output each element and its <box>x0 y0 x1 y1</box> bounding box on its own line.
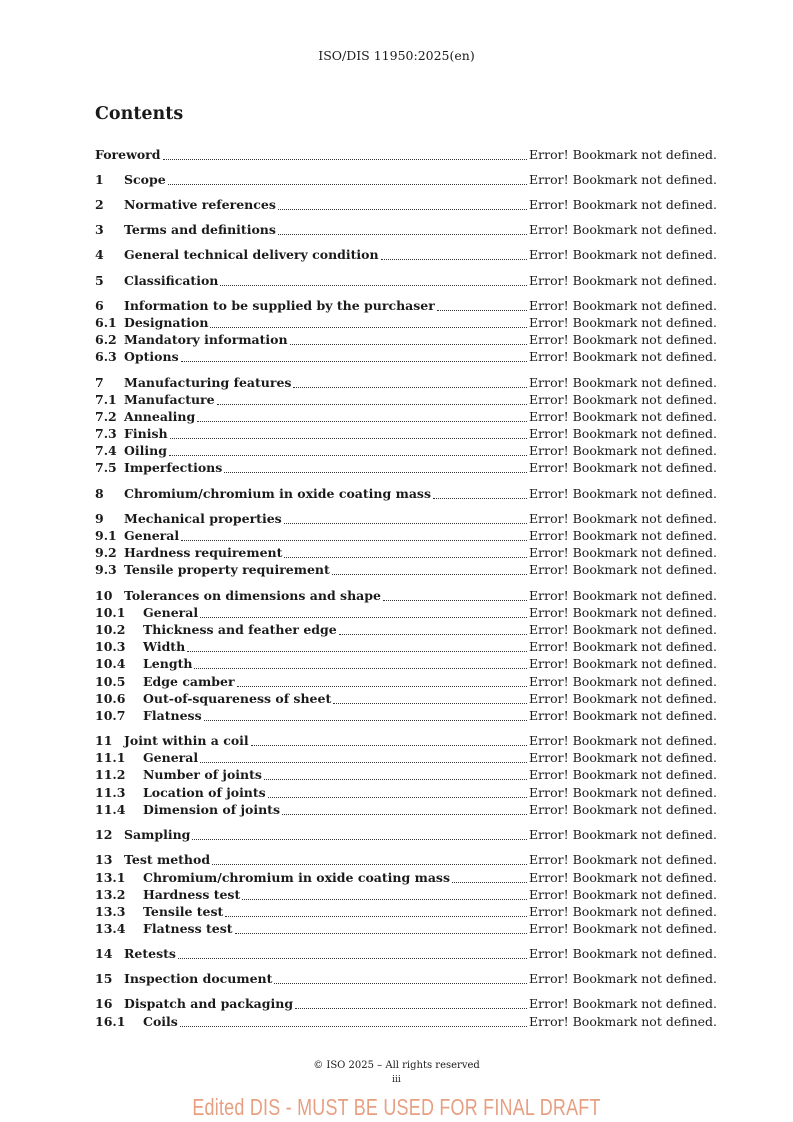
toc-entry[interactable] <box>95 622 717 639</box>
dot-leader <box>242 898 527 900</box>
toc-entry[interactable] <box>95 426 717 443</box>
toc-entry-title: Retests <box>124 946 176 961</box>
toc-entry-number: 6.2 <box>95 332 117 347</box>
toc-entry-number: 9.1 <box>95 528 117 543</box>
dot-leader <box>332 573 527 575</box>
toc-entry-number: 10.4 <box>95 656 126 671</box>
toc-entry-number: 13.2 <box>95 887 126 902</box>
dot-leader <box>264 778 527 780</box>
toc-entry[interactable] <box>95 605 717 622</box>
toc-entry-number: 9.3 <box>95 562 117 577</box>
toc-entry-page: Error! Bookmark not defined. <box>529 674 717 689</box>
toc-entry-page: Error! Bookmark not defined. <box>529 315 717 330</box>
toc-entry-number: 4 <box>95 247 104 262</box>
dot-leader <box>180 1025 527 1027</box>
toc-entry-page: Error! Bookmark not defined. <box>529 708 717 723</box>
toc-entry-title: Out-of-squareness of sheet <box>143 691 332 706</box>
toc-entry-number: 14 <box>95 946 113 961</box>
dot-leader <box>197 420 527 422</box>
toc-entry[interactable] <box>95 852 717 869</box>
toc-entry-page: Error! Bookmark not defined. <box>529 946 717 961</box>
toc-entry-page: Error! Bookmark not defined. <box>529 349 717 364</box>
dot-leader <box>333 702 527 704</box>
dot-leader <box>437 309 527 311</box>
toc-entry-page: Error! Bookmark not defined. <box>529 172 717 187</box>
dot-leader <box>278 233 527 235</box>
toc-entry-title: Normative references <box>124 197 276 212</box>
toc-entry-number: 7.2 <box>95 409 117 424</box>
toc-entry[interactable] <box>95 247 717 264</box>
draft-watermark: Edited DIS - MUST BE USED FOR FINAL DRAFT <box>192 1094 601 1120</box>
toc-entry-title: Chromium/chromium in oxide coating mass <box>124 486 432 501</box>
dot-leader <box>295 1007 527 1009</box>
toc-entry[interactable] <box>95 827 717 844</box>
toc-entry[interactable] <box>95 147 717 164</box>
toc-entry[interactable] <box>95 392 717 409</box>
toc-entry-title: Number of joints <box>143 767 262 782</box>
dot-leader <box>433 497 527 499</box>
toc-entry[interactable] <box>95 708 717 725</box>
toc-entry-title: Tensile test <box>143 904 224 919</box>
toc-entry-title: Foreword <box>95 147 161 162</box>
dot-leader <box>284 556 527 558</box>
toc-entry-title: Joint within a coil <box>124 733 249 748</box>
toc-entry-title: General <box>143 750 199 765</box>
toc-entry-title: Tolerances on dimensions and shape <box>124 588 381 603</box>
toc-entry-number: 10.1 <box>95 605 126 620</box>
toc-entry[interactable] <box>95 409 717 426</box>
toc-entry-title: Mandatory information <box>124 332 288 347</box>
toc-entry-number: 12 <box>95 827 113 842</box>
toc-entry[interactable] <box>95 802 717 819</box>
toc-entry-page: Error! Bookmark not defined. <box>529 802 717 817</box>
toc-entry-title: Hardness requirement <box>124 545 283 560</box>
toc-entry[interactable] <box>95 946 717 963</box>
toc-entry-title: Length <box>143 656 193 671</box>
toc-entry-page: Error! Bookmark not defined. <box>529 605 717 620</box>
toc-entry[interactable] <box>95 750 717 767</box>
toc-entry[interactable] <box>95 996 717 1013</box>
toc-entry[interactable] <box>95 639 717 656</box>
toc-entry-page: Error! Bookmark not defined. <box>529 460 717 475</box>
toc-entry-number: 13 <box>95 852 113 867</box>
toc-entry-number: 10.3 <box>95 639 126 654</box>
toc-entry-page: Error! Bookmark not defined. <box>529 409 717 424</box>
toc-entry[interactable] <box>95 1014 717 1031</box>
toc-entry[interactable] <box>95 172 717 189</box>
toc-entry-number: 1 <box>95 172 104 187</box>
toc-entry[interactable] <box>95 921 717 938</box>
dot-leader <box>212 863 527 865</box>
toc-entry-title: General technical delivery condition <box>124 247 379 262</box>
toc-entry[interactable] <box>95 588 717 605</box>
toc-entry[interactable] <box>95 273 717 290</box>
toc-entry-title: Inspection document <box>124 971 273 986</box>
toc-entry-title: Thickness and feather edge <box>143 622 337 637</box>
toc-entry-title: Coils <box>143 1014 178 1029</box>
dot-leader <box>217 403 527 405</box>
toc-entry[interactable] <box>95 315 717 332</box>
dot-leader <box>251 744 527 746</box>
toc-entry[interactable] <box>95 349 717 366</box>
toc-entry-page: Error! Bookmark not defined. <box>529 691 717 706</box>
toc-entry[interactable] <box>95 460 717 477</box>
toc-entry-page: Error! Bookmark not defined. <box>529 222 717 237</box>
toc-entry-page: Error! Bookmark not defined. <box>529 588 717 603</box>
dot-leader <box>163 158 528 160</box>
toc-entry-title: Information to be supplied by the purchaser <box>124 298 435 313</box>
document-header: ISO/DIS 11950:2025(en) <box>318 48 475 63</box>
toc-entry-page: Error! Bookmark not defined. <box>529 247 717 262</box>
toc-entry-number: 10 <box>95 588 113 603</box>
toc-entry-number: 16.1 <box>95 1014 126 1029</box>
toc-entry-title: Mechanical properties <box>124 511 282 526</box>
toc-entry-page: Error! Bookmark not defined. <box>529 273 717 288</box>
toc-entry[interactable] <box>95 656 717 673</box>
toc-entry-number: 10.5 <box>95 674 126 689</box>
toc-entry-page: Error! Bookmark not defined. <box>529 486 717 501</box>
toc-entry[interactable] <box>95 222 717 239</box>
toc-entry[interactable] <box>95 674 717 691</box>
toc-entry-title: Annealing <box>124 409 196 424</box>
toc-entry-number: 11 <box>95 733 113 748</box>
toc-entry[interactable] <box>95 971 717 988</box>
toc-entry[interactable] <box>95 785 717 802</box>
toc-entry-title: Terms and definitions <box>124 222 276 237</box>
dot-leader <box>168 183 527 185</box>
toc-entry[interactable] <box>95 733 717 750</box>
toc-entry-page: Error! Bookmark not defined. <box>529 622 717 637</box>
dot-leader <box>192 838 527 840</box>
toc-entry[interactable] <box>95 375 717 392</box>
page-number: iii <box>392 1075 401 1085</box>
toc-entry-page: Error! Bookmark not defined. <box>529 392 717 407</box>
toc-entry-number: 7.5 <box>95 460 117 475</box>
toc-entry[interactable] <box>95 691 717 708</box>
dot-leader <box>274 982 527 984</box>
dot-leader <box>181 360 527 362</box>
toc-entry[interactable] <box>95 298 717 315</box>
toc-entry-title: General <box>124 528 180 543</box>
toc-entry-page: Error! Bookmark not defined. <box>529 426 717 441</box>
dot-leader <box>235 932 528 934</box>
toc-entry-page: Error! Bookmark not defined. <box>529 767 717 782</box>
toc-entry-title: General <box>143 605 199 620</box>
toc-entry-page: Error! Bookmark not defined. <box>529 1014 717 1029</box>
dot-leader <box>339 633 527 635</box>
toc-entry-title: Finish <box>124 426 168 441</box>
copyright-notice: © ISO 2025 – All rights reserved <box>313 1060 480 1071</box>
toc-entry-title: Scope <box>124 172 166 187</box>
dot-leader <box>268 796 527 798</box>
toc-entry[interactable] <box>95 767 717 784</box>
toc-entry-number: 13.3 <box>95 904 126 919</box>
toc-entry[interactable] <box>95 887 717 904</box>
toc-entry[interactable] <box>95 545 717 562</box>
toc-entry-page: Error! Bookmark not defined. <box>529 562 717 577</box>
toc-entry-number: 8 <box>95 486 104 501</box>
toc-entry-number: 7 <box>95 375 104 390</box>
toc-entry[interactable] <box>95 870 717 887</box>
dot-leader <box>200 616 527 618</box>
toc-entry-page: Error! Bookmark not defined. <box>529 298 717 313</box>
dot-leader <box>194 667 527 669</box>
toc-entry-page: Error! Bookmark not defined. <box>529 656 717 671</box>
toc-entry-number: 16 <box>95 996 113 1011</box>
toc-entry-page: Error! Bookmark not defined. <box>529 528 717 543</box>
toc-entry-page: Error! Bookmark not defined. <box>529 332 717 347</box>
toc-entry-number: 7.4 <box>95 443 117 458</box>
toc-entry-title: Dimension of joints <box>143 802 280 817</box>
toc-entry-title: Hardness test <box>143 887 241 902</box>
toc-entry-title: Oiling <box>124 443 167 458</box>
dot-leader <box>204 719 527 721</box>
dot-leader <box>220 284 527 286</box>
toc-entry-number: 10.7 <box>95 708 126 723</box>
toc-entry-title: Tensile property requirement <box>124 562 330 577</box>
toc-entry-title: Dispatch and packaging <box>124 996 294 1011</box>
dot-leader <box>181 539 527 541</box>
dot-leader <box>210 326 527 328</box>
toc-entry-number: 7.1 <box>95 392 117 407</box>
toc-entry-number: 6 <box>95 298 104 313</box>
toc-entry-title: Chromium/chromium in oxide coating mass <box>143 870 451 885</box>
dot-leader <box>170 437 527 439</box>
toc-entry-number: 5 <box>95 273 104 288</box>
toc-entry-title: Options <box>124 349 179 364</box>
toc-entry-page: Error! Bookmark not defined. <box>529 197 717 212</box>
toc-entry-page: Error! Bookmark not defined. <box>529 545 717 560</box>
dot-leader <box>187 650 527 652</box>
dot-leader <box>224 471 527 473</box>
toc-entry-page: Error! Bookmark not defined. <box>529 887 717 902</box>
toc-entry-title: Location of joints <box>143 785 266 800</box>
toc-entry-title: Width <box>143 639 186 654</box>
toc-entry-page: Error! Bookmark not defined. <box>529 511 717 526</box>
toc-entry-number: 10.6 <box>95 691 126 706</box>
toc-entry[interactable] <box>95 486 717 503</box>
toc-entry-number: 7.3 <box>95 426 117 441</box>
toc-entry-page: Error! Bookmark not defined. <box>529 639 717 654</box>
toc-entry-page: Error! Bookmark not defined. <box>529 785 717 800</box>
toc-entry-page: Error! Bookmark not defined. <box>529 750 717 765</box>
toc-entry-title: Test method <box>124 852 211 867</box>
toc-entry-number: 11.3 <box>95 785 126 800</box>
toc-entry-page: Error! Bookmark not defined. <box>529 921 717 936</box>
toc-entry-page: Error! Bookmark not defined. <box>529 827 717 842</box>
toc-entry-number: 15 <box>95 971 113 986</box>
toc-entry-title: Sampling <box>124 827 191 842</box>
toc-entry-title: Imperfections <box>124 460 223 475</box>
dot-leader <box>452 881 527 883</box>
dot-leader <box>383 599 527 601</box>
toc-entry-number: 9.2 <box>95 545 117 560</box>
toc-entry-page: Error! Bookmark not defined. <box>529 904 717 919</box>
toc-entry-page: Error! Bookmark not defined. <box>529 147 717 162</box>
dot-leader <box>381 258 527 260</box>
dot-leader <box>225 915 527 917</box>
toc-entry-number: 13.4 <box>95 921 126 936</box>
toc-entry-page: Error! Bookmark not defined. <box>529 375 717 390</box>
toc-entry[interactable] <box>95 904 717 921</box>
toc-entry[interactable] <box>95 443 717 460</box>
toc-entry-page: Error! Bookmark not defined. <box>529 733 717 748</box>
dot-leader <box>284 522 527 524</box>
toc-entry-title: Flatness test <box>143 921 233 936</box>
dot-leader <box>237 685 528 687</box>
toc-entry-number: 2 <box>95 197 104 212</box>
page-title: Contents <box>95 104 184 124</box>
dot-leader <box>200 761 527 763</box>
dot-leader <box>178 957 527 959</box>
toc-entry-title: Manufacture <box>124 392 215 407</box>
toc-entry-number: 3 <box>95 222 104 237</box>
toc-entry-title: Edge camber <box>143 674 235 689</box>
toc-entry-page: Error! Bookmark not defined. <box>529 852 717 867</box>
toc-entry-number: 9 <box>95 511 104 526</box>
dot-leader <box>290 343 527 345</box>
toc-entry[interactable] <box>95 562 717 579</box>
toc-entry-title: Designation <box>124 315 209 330</box>
toc-entry-number: 11.4 <box>95 802 126 817</box>
toc-entry-number: 6.3 <box>95 349 117 364</box>
toc-entry-page: Error! Bookmark not defined. <box>529 870 717 885</box>
toc-entry[interactable] <box>95 528 717 545</box>
dot-leader <box>169 454 527 456</box>
toc-entry-title: Manufacturing features <box>124 375 292 390</box>
toc-entry[interactable] <box>95 197 717 214</box>
dot-leader <box>278 208 527 210</box>
toc-entry-number: 10.2 <box>95 622 126 637</box>
toc-entry-page: Error! Bookmark not defined. <box>529 443 717 458</box>
toc-entry-number: 6.1 <box>95 315 117 330</box>
toc-entry-page: Error! Bookmark not defined. <box>529 996 717 1011</box>
toc-entry-number: 13.1 <box>95 870 126 885</box>
dot-leader <box>293 386 527 388</box>
dot-leader <box>282 813 527 815</box>
toc-entry-title: Classification <box>124 273 219 288</box>
toc-entry[interactable] <box>95 332 717 349</box>
toc-entry-page: Error! Bookmark not defined. <box>529 971 717 986</box>
toc-entry[interactable] <box>95 511 717 528</box>
toc-entry-number: 11.2 <box>95 767 126 782</box>
toc-entry-number: 11.1 <box>95 750 126 765</box>
toc-entry-title: Flatness <box>143 708 202 723</box>
